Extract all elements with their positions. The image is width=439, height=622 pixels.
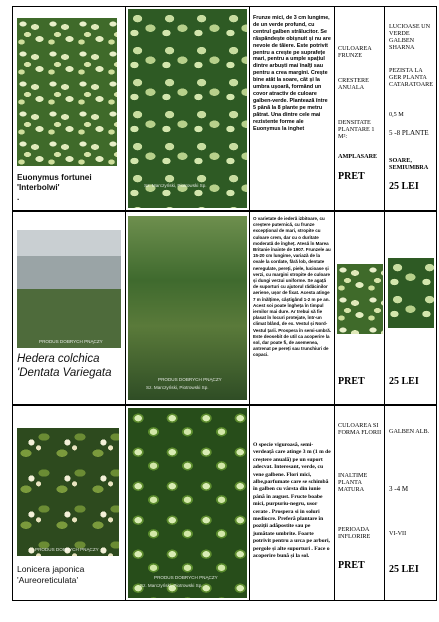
value-flower-color: GALBEN ALB. bbox=[389, 428, 430, 435]
photo-watermark-company: Sz. Marczyński, Piotrowski Sp. bbox=[146, 385, 209, 390]
plant-row-euonymus bbox=[12, 6, 437, 211]
label-price: PRET bbox=[338, 376, 365, 387]
value-price: 25 LEI bbox=[389, 564, 419, 575]
value-flowering-period: VI-VII bbox=[389, 530, 407, 537]
plant-row-lonicera bbox=[12, 405, 437, 601]
leaf-detail-photo bbox=[388, 258, 434, 328]
plant-description: O specie viguroasă, semi-verdeață care atinge 3 m (1 m de creștere anuală) pe un suport adecvat. Interesant, verde, cu vene galbene. Flori mici, albe,parfumate care se schimbă în galben cu vârsta din iunie până în august. Fructe boabe mici, purpuriu-negru, usor cerate . Prospera si in soluri mediocre. Preferă plantare în poziții adăpostite sau pe jumătate umbrite. Foarte potrivit pentru a urca pe arbori, pergole și alte suporturi . Face o acoperire bună și la sol. bbox=[253, 442, 331, 560]
photo-watermark: Sz. Marczyński, Piotrowski Sp. bbox=[144, 183, 207, 188]
plant-thumbnail bbox=[17, 18, 117, 166]
label-location: AMPLASARE bbox=[338, 153, 378, 160]
label-price: PRET bbox=[338, 171, 365, 182]
value-planting-density: 5 -8 PLANTE bbox=[389, 129, 429, 137]
plant-name: Euonymus fortunei 'Interbolwi' . bbox=[17, 173, 92, 202]
photo-watermark: PRODUS DOBRYCH PNĄCZY bbox=[35, 547, 99, 552]
value-price: 25 LEI bbox=[389, 181, 419, 192]
plant-photo bbox=[128, 216, 247, 400]
label-mature-height: INALTIME PLANTA MATURA bbox=[338, 472, 368, 493]
plant-photo bbox=[128, 9, 247, 208]
value-annual-growth: PEZISTA LA GER PLANTA CATARATOARE bbox=[389, 67, 434, 88]
attribute-labels-cell bbox=[335, 212, 385, 404]
label-flower-color-shape: CULOAREA SI FORMA FLORII bbox=[338, 422, 382, 436]
label-price: PRET bbox=[338, 560, 365, 571]
plant-description-cell bbox=[250, 212, 335, 404]
plant-name-cell bbox=[13, 7, 126, 210]
value-price: 25 LEI bbox=[389, 376, 419, 387]
attribute-values-cell bbox=[385, 212, 438, 404]
plant-photo bbox=[128, 408, 247, 598]
plant-row-hedera bbox=[12, 211, 437, 405]
value-leaf-color: LUCIOASE UN VERDE GALBEN SHARNA bbox=[389, 23, 431, 51]
photo-watermark: PRODUS DOBRYCH PNĄCZY bbox=[154, 575, 218, 580]
plant-thumbnail bbox=[17, 230, 121, 348]
photo-watermark: PRODUS DOBRYCH PNĄCZY bbox=[39, 339, 103, 344]
plant-description: O varietate de iederă izbitoare, cu creștere puternică, cu frunze excepțional de mari, stropite cu culoare crem, dar cu o duritate moderată de îngheț. Atesă în Marea Britanie înainte de 1907. Frunzele au 15-20 cm lungime, variază de la ovale la cordate, fără lob, dentate neregulate, pereți, piele, lucioase și verzi, cu margini stropite de culoare și dungi verzui uniforme. Se agață de suporturi cu ajutorul rădăcinilor aeriene, ușor de fixat. Acesta atinge 7 m înălțime, câștigând 1-2 m pe an. Acest soi poate îngheța în timpul iernilor mai dure. Ar trebui să fie plasat în locuri protejate, într-un climat blând, de ex. Vestul și Nord-Vestul țarii. Prospera în semi-umbră. Este deosebit de util ca acoperire la sol, dar poate fi, de asemenea, antrenat pe pereți sau trunchiuri de copaci. bbox=[253, 216, 332, 358]
value-growth-rate: 0,5 M bbox=[389, 111, 404, 118]
product-sheet bbox=[12, 6, 437, 613]
plant-name: Hedera colchica 'Dentata Variegata bbox=[17, 353, 112, 379]
value-location: SOARE, SEMIUMBRA bbox=[389, 157, 429, 171]
plant-description-cell bbox=[250, 7, 335, 210]
attribute-labels-cell bbox=[335, 406, 385, 600]
label-leaf-color: CULOAREA FRUNZE bbox=[338, 45, 372, 59]
plant-name-cell bbox=[13, 406, 126, 600]
attribute-values-cell bbox=[385, 406, 438, 600]
plant-description: Frunze mici, de 3 cm lungime, de un verde profund, cu centrul galben strălucitor. Se răspândește obișnuit și nu are nevoie de tăiere. Este potrivit pentru a crește pe suprafețe mari, pentru a umple spațiul dintre arbuști mai înalți sau pentru a crea margini. Crește bine atât la soare, cât și la umbra ușoară, formând un covor atractiv de culoare galben-verde. Plantează între 5 până la 8 plante pe metru pătrat. Una dintre cele mai rezistente forme ale Euonymus la inghet bbox=[253, 15, 331, 132]
photo-watermark: PRODUS DOBRYCH PNĄCZY bbox=[158, 377, 222, 382]
label-annual-growth: CRESTERE ANUALA bbox=[338, 77, 369, 91]
label-planting-density: DENSITATE PLANTARE 1 M²: bbox=[338, 119, 375, 140]
plant-thumbnail bbox=[17, 428, 119, 556]
plant-photo-cell bbox=[126, 212, 250, 404]
value-mature-height: 3 -4 M bbox=[389, 485, 409, 493]
attribute-labels-cell bbox=[335, 7, 385, 210]
plant-name: Lonicera japonica 'Aureoreticulata' bbox=[17, 564, 85, 585]
plant-photo-cell bbox=[126, 406, 250, 600]
label-flowering-period: PERIOADA INFLORIRE bbox=[338, 526, 371, 540]
plant-photo-cell bbox=[126, 7, 250, 210]
plant-name-cell bbox=[13, 212, 126, 404]
attribute-values-cell bbox=[385, 7, 438, 210]
leaf-detail-photo bbox=[337, 264, 383, 334]
photo-watermark-company: Sz. Marczyński, Piotrowski Sp. bbox=[140, 583, 203, 588]
plant-description-cell bbox=[250, 406, 335, 600]
